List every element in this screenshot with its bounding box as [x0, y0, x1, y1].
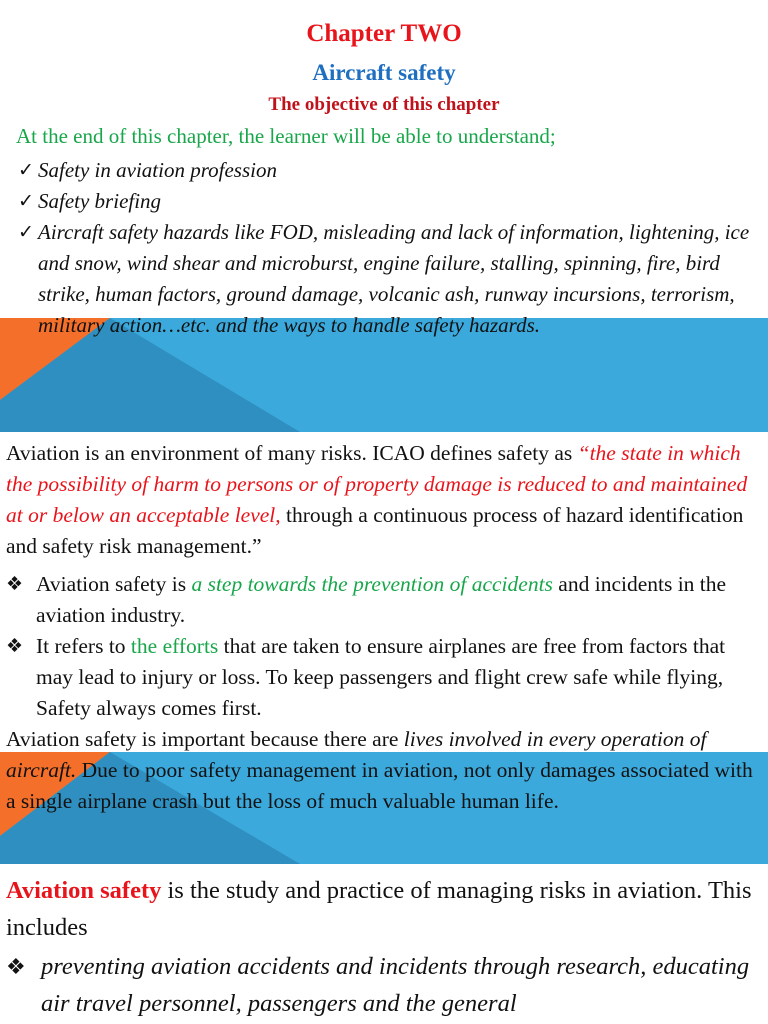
slide-aviation-safety-definition — [0, 432, 768, 864]
diamond-bullet-icon: ❖ — [6, 636, 24, 657]
list-item — [18, 186, 758, 217]
icao-definition-quote: “the state in which the possibility of harm to persons or of property damage is reduced to and maintained at or below an acceptable level, — [6, 441, 748, 527]
term-aviation-safety: Aviation safety — [6, 877, 162, 904]
slide-chapter-objectives — [0, 0, 768, 432]
list-item — [18, 155, 758, 186]
objective-heading: The objective of this chapter — [268, 94, 500, 115]
chapter-subtitle: Aircraft safety — [312, 60, 456, 85]
diamond-bullet-icon: ❖ — [6, 954, 26, 979]
list-item: ❖ It refers to the efforts that are taken to ensure airplanes are free from factors that may lead to injury or loss. To keep passengers and flight crew safe while flying, Safety always comes first. — [6, 631, 766, 724]
list-item: ❖ preventing aviation accidents and incidents through research, educating air travel personnel, passengers and the general — [6, 948, 766, 1022]
checkmark-icon: ✓ — [18, 222, 34, 243]
list-item: ❖ Aviation safety is a step towards the prevention of accidents and incidents in the aviation industry. — [6, 569, 766, 631]
diamond-bullet-icon: ❖ — [6, 574, 24, 595]
checkmark-icon: ✓ — [18, 160, 34, 181]
list-item-text: Aircraft safety hazards like FOD, misleading and lack of information, lightening, ice and snow, wind shear and microburst, engine failure, stalling, spinning, fire, bird strike, human factors, ground damage, volcanic ash, runway incursions, terrorism, military action…etc. and the ways to handle safety hazards. — [38, 220, 750, 337]
definition-paragraph: Aviation safety is the study and practice of managing risks in aviation. This includes — [6, 877, 752, 941]
icao-definition-paragraph: Aviation is an environment of many risks. ICAO defines safety as “the state in which the possibility of harm to persons or of property damage is reduced to and maintained at or below an acceptable level, through a continuous process of hazard identification and safety risk management.” — [6, 441, 748, 558]
list-item-text: Safety briefing — [38, 189, 162, 213]
checkmark-icon: ✓ — [18, 191, 34, 212]
list-item — [18, 217, 758, 341]
slide-aviation-safety-practice — [0, 864, 768, 1024]
objectives-list — [18, 155, 758, 341]
importance-paragraph: Aviation safety is important because there are lives involved in every operation of aircraft. Due to poor safety management in aviation, not only damages associated with a single airplane crash but the loss of much valuable human life. — [6, 727, 753, 813]
chapter-title: Chapter TWO — [306, 20, 462, 47]
intro-text: At the end of this chapter, the learner will be able to understand; — [16, 124, 556, 148]
list-item-text: Safety in aviation profession — [38, 158, 277, 182]
